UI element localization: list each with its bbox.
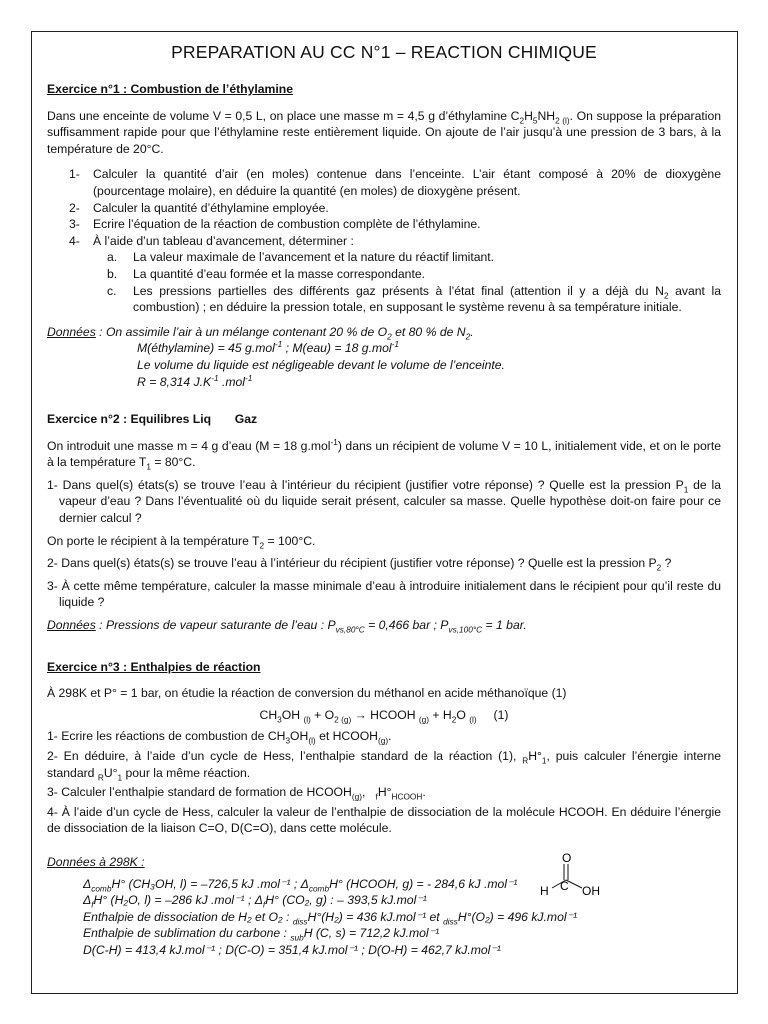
ex1-data-line-1: Données : On assimile l’air à un mélange contenant 20 % de $O_2$ et 80 % de $N_2$. — [47, 324, 474, 342]
ex3-data-line-1: $\Delta_{comb}H^\circ$ (CH₃OH, l) = –726,5 kJ .mol⁻¹ ; $\Delta_{comb}H^\circ$ (HCOOH, g) = - 284,6 kJ .mol⁻¹ — [83, 876, 518, 893]
ex1-question-4a: a. La valeur maximale de l’avancement et la nature du réactif limitant. — [107, 250, 495, 265]
exercise-2-heading: Exercice n°2 : Equilibres Liq Gaz — [47, 412, 258, 427]
ex3-question-1: 1- Ecrire les réactions de combustion de $CH_3OH_{(l)}$ et $HCOOH_{(g)}$. — [47, 729, 392, 746]
ex1-question-1: 1- Calculer la quantité d’air (en moles) contenue dans l’enceinte. L’air étant composé à 20% de dioxygène (pourcentage molaire), en déduire la quantité (en moles) de dioxygène présent. — [69, 167, 721, 198]
ex1-question-4: 4- À l’aide d’un tableau d’avancement, déterminer : — [69, 233, 354, 248]
svg-text:OH: OH — [582, 884, 600, 898]
ex2-temperature-line: On porte le récipient à la température $T_2 = 100^\circ C$. — [47, 533, 316, 551]
page-title: PREPARATION AU CC N°1 – REACTION CHIMIQUE — [171, 42, 597, 62]
ex1-question-2: 2- Calculer la quantité d’éthylamine employée. — [69, 200, 329, 215]
ex1-question-4b: b. La quantité d’eau formée et la masse correspondante. — [107, 266, 426, 281]
ex2-question-3: 3- À cette même température, calculer la masse minimale d’eau à introduire initialement dans le récipient pour qu’il reste du liquide ? — [47, 578, 721, 610]
document-body — [47, 40, 721, 959]
exercise-2-intro: On introduit une masse m = 4 g d’eau (M = 18 g.mol$^{-1}$) dans un récipient de volume V = 10 L, initialement vide, et on le porte à la température $T_1 = 80^\circ C$. — [47, 436, 721, 472]
svg-text:O: O — [562, 851, 572, 865]
ex3-data-line-2: $\Delta_fH^\circ$ (H₂O, l) = –286 kJ .mol⁻¹ ; $\Delta_fH^\circ$ (CO₂, g) : – 393,5 kJ.mol⁻¹ — [83, 893, 427, 910]
ex2-question-2: 2- Dans quel(s) états(s) se trouve l’eau à l’intérieur du récipient (justifier votre réponse) ? Quelle est la pression $P_2$ ? — [47, 556, 672, 573]
svg-text:C: C — [560, 879, 569, 893]
ex3-question-3: 3- Calculer l’enthalpie standard de formation de $HCOOH_{(g)}$, $_fH^\circ_{HCOOH}$. — [47, 785, 426, 802]
reaction-equation: $CH_3OH$ $_{(l)} + O_{2 (g)}$ → HCOOH $_{(g)} + H_2O$ $_{(l)}$ (1) — [259, 707, 509, 725]
ex2-data: Données : Pressions de vapeur saturante de l’eau : $P_{vs,80^\circ C} = 0,466$ bar ; $P_{vs,100^\circ C} = 1$ bar. — [47, 618, 527, 635]
ex2-question-1: 1- Dans quel(s) états(s) se trouve l’eau à l’intérieur du récipient (justifier votre réponse) ? Quelle est la pression $P_1$ de la vapeur d’eau ? Dans l’éventualité où du liquide serait présent, calculer sa masse. Quelle hypothèse doit-on faire pour ce dernier calcul ? — [47, 477, 721, 526]
exercise-3-heading: Exercice n°3 : Enthalpies de réaction — [47, 659, 261, 674]
ex3-data-line-3: Enthalpie de dissociation de H₂ et O₂ : $_{diss}$H°(H₂) = 436 kJ.mol⁻¹ et $_{diss}$H°(O₂) = 496 kJ.mol⁻¹ — [83, 909, 578, 927]
ex3-data-heading: Données à 298K : — [47, 854, 145, 869]
exercise-1-heading: Exercice n°1 : Combustion de l’éthylamine — [47, 82, 293, 96]
ex1-data-line-3: Le volume du liquide est négligeable devant le volume de l’enceinte. — [137, 357, 505, 372]
formic-acid-structure — [540, 850, 610, 900]
ex3-question-2: 2- En déduire, à l’aide d’un cycle de Hess, l’enthalpie standard de la réaction (1), $_RH^\circ_1$, puis calculer l’énergie interne standard $_RU^\circ_1$ pour la même réaction. — [47, 749, 721, 783]
ex1-data-line-2: M(éthylamine) = 45 g.mol$^{-1}$ ; M(eau) = 18 g.mol$^{-1}$ — [137, 339, 399, 356]
ex3-question-4: 4- À l’aide d’un cycle de Hess, calculer la valeur de l’enthalpie de dissociation de la molécule HCOOH. En déduire l’énergie de dissociation de la liaison C=O, D(C=O), dans cette molécule. — [47, 804, 721, 836]
ex3-data-line-5: D(C-H) = 413,4 kJ.mol⁻¹ ; D(C-O) = 351,4 kJ.mol⁻¹ ; D(O-H) = 462,7 kJ.mol⁻¹ — [83, 942, 501, 957]
exercise-3-intro: À 298K et P° = 1 bar, on étudie la réaction de conversion du méthanol en acide méthanoïque (1) — [47, 686, 567, 701]
ex1-data-line-4: R = 8,314 $J.K^{-1}$ .mol$^{-1}$ — [137, 372, 253, 389]
exercise-1-intro: Dans une enceinte de volume V = 0,5 L, on place une masse m = 4,5 g d’éthylamine $C_2H_5NH_{2 (l)}$. On suppose la préparation suffisamment rapide pour que l’éthylamine reste entièrement liquide. On ajoute de l’air jusqu’à une pression de 3 bars, à la température de 20°C. — [47, 108, 721, 156]
svg-text:H: H — [540, 884, 549, 898]
ex3-data-line-4: Enthalpie de sublimation du carbone : $_{sub}$H (C, s) = 712,2 kJ.mol⁻¹ — [83, 926, 440, 943]
ex1-question-4c: c. Les pressions partielles des différents gaz présents à l’état final (attention il y a déjà du $N_2$ avant la combustion) ; en déduire la pression totale, en supposant le système revenu à sa température initiale. — [107, 283, 721, 315]
ex1-question-3: 3- Ecrire l’équation de la réaction de combustion complète de l’éthylamine. — [69, 217, 481, 232]
